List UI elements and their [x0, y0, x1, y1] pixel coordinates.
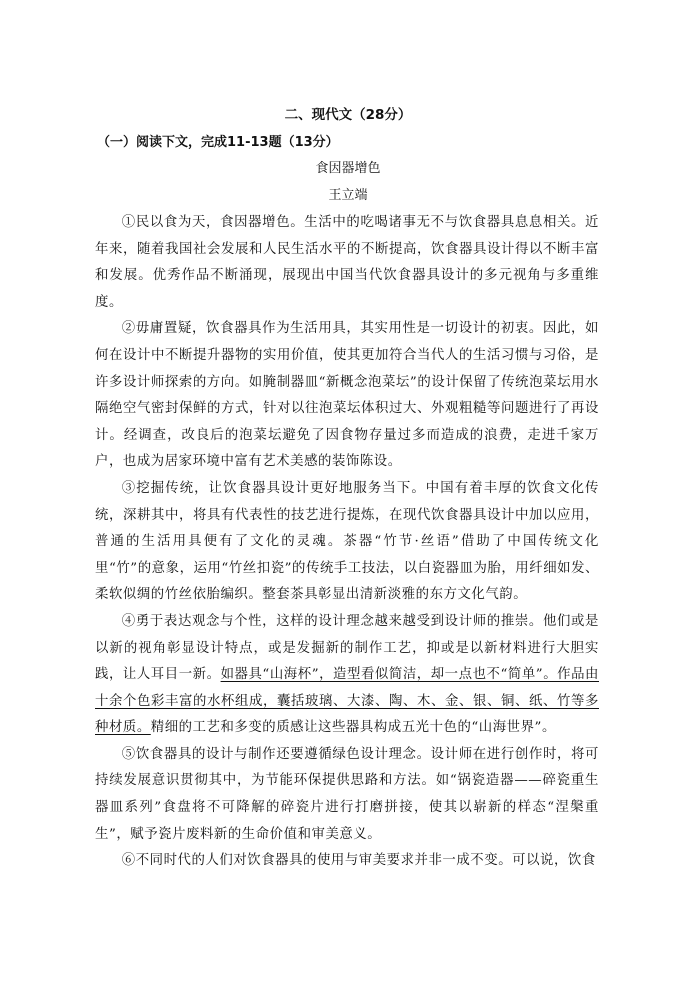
paragraph-1 [95, 210, 599, 316]
paragraph-text: ⑥不同时代的人们对饮食器具的使用与审美要求并非一成不变。可以说，饮食 [121, 853, 596, 869]
paragraph-text: ①民以食为天，食因器增色。生活中的吃喝诸事无不与饮食器具息息相关。近年来，随着我国社会发展和人民生活水平的不断提高，饮食器具设计得以不断丰富和发展。优秀作品不断涌现，展现出中国当代饮食器具设计的多元视角与多重维度。 [95, 215, 599, 310]
article-body [95, 210, 599, 875]
underlined-sentence: 如器具“山海杯”，造型看似简洁，却一点也不“简单”。作品由十余个色彩丰富的水杯组成，囊括玻璃、大漆、陶、木、金、银、铜、纸、竹等多种材质。 [95, 667, 599, 736]
paragraph-text: ③挖掘传统，让饮食器具设计更好地服务当下。中国有着丰厚的饮食文化传统，深耕其中，将具有代表性的技艺进行提炼，在现代饮食器具设计中加以应用，普通的生活用具便有了文化的灵魂。茶器“竹节·丝语”借助了中国传统文化里“竹”的意象，运用“竹丝扣瓷”的传统手工技法，以白瓷器皿为胎，用纤细如发、柔软似绸的竹丝依胎编织。整套茶具彰显出清新淡雅的东方文化气韵。 [95, 480, 599, 603]
paragraph-text: 精细的工艺和多变的质感让这些器具构成五光十色的“山海世界”。 [150, 720, 556, 736]
subsection-heading: （一）阅读下文，完成11-13题（13分） [97, 135, 339, 150]
paragraph-4 [95, 609, 599, 742]
paragraph-text: ⑤饮食器具的设计与制作还要遵循绿色设计理念。设计师在进行创作时，将可持续发展意识贯彻其中，为节能环保提供思路和方法。如“锅瓷造器——碎瓷重生器皿系列”食盘将不可降解的碎瓷片进行打磨拼接，使其以崭新的样态“涅槃重生”，赋予瓷片废料新的生命价值和审美意义。 [95, 746, 599, 842]
article-author: 王立端 [328, 188, 368, 203]
section-heading: 二、现代文（28分） [284, 107, 412, 123]
paragraph-text: ④勇于表达观念与个性，这样的设计理念越来越受到设计师的推崇。他们或是以新的视角彰显设计特点，或是发掘新的制作工艺，抑或是以新材料进行大胆实践，让人耳目一新。 [95, 613, 599, 683]
paragraph-text: ②毋庸置疑，饮食器具作为生活用具，其实用性是一切设计的初衷。因此，如何在设计中不断提升器物的实用价值，使其更加符合当代人的生活习惯与习俗，是许多设计师探索的方向。如腌制器皿“新概念泡菜坛”的设计保留了传统泡菜坛用水隔绝空气密封保鲜的方式，针对以往泡菜坛体积过大、外观粗糙等问题进行了再设计。经调查，改良后的泡菜坛避免了因食物存量过多而造成的浪费，走进千家万户，也成为居家环境中富有艺术美感的装饰陈设。 [95, 321, 599, 470]
article-title: 食因器增色 [315, 161, 381, 176]
paragraph-6 [95, 848, 599, 875]
paragraph-2 [95, 316, 599, 476]
paragraph-5 [95, 742, 599, 848]
paragraph-3 [95, 476, 599, 609]
